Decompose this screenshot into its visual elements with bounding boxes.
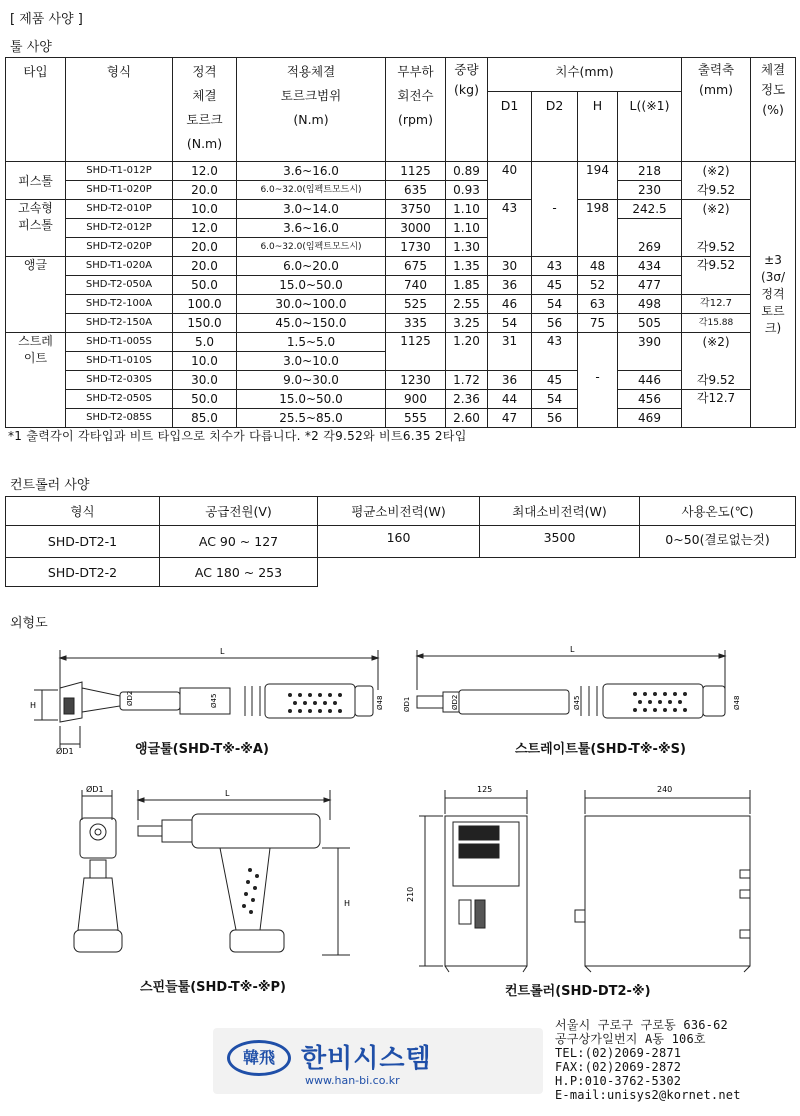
dim-45-label: Ø45 (210, 693, 218, 708)
cell-torque: 20.0 (173, 238, 237, 257)
table-row (6, 181, 796, 200)
cell-l: 505 (618, 314, 682, 333)
table-row (6, 409, 796, 428)
dim-l-label: L (220, 647, 225, 656)
cell-d2: 54 (532, 295, 578, 314)
cell-range: 30.0~100.0 (237, 295, 386, 314)
cell-torque: 150.0 (173, 314, 237, 333)
cell-kg: 1.30 (446, 238, 488, 257)
ctl-header-avg: 평균소비전력(W) (318, 497, 480, 526)
cell-model: SHD-T2-100A (66, 295, 173, 314)
cell-l: 477 (618, 276, 682, 295)
dim-l-label: L (225, 789, 230, 798)
type-pistol: 피스톨 (6, 162, 66, 200)
cell-shaft: 각15.88 (682, 314, 751, 333)
cell-d2: 56 (532, 409, 578, 428)
cell-shaft: (※2) (682, 333, 751, 352)
ctl-cell-power: AC 90 ~ 127 (160, 526, 318, 558)
header-rated-torque: 정격 체결 토르크 (N.m) (173, 58, 237, 162)
tel: TEL:(02)2069-2871 (555, 1046, 682, 1060)
cell-kg: 2.60 (446, 409, 488, 428)
cell-rpm: 335 (386, 314, 446, 333)
cell-h: 75 (578, 314, 618, 333)
table-row (6, 371, 796, 390)
cell-l (618, 352, 682, 371)
cell-model: SHD-T1-020A (66, 257, 173, 276)
cell-kg: 1.35 (446, 257, 488, 276)
cell-rpm: 1230 (386, 371, 446, 390)
cell-model: SHD-T1-020P (66, 181, 173, 200)
cell-l: 230 (618, 181, 682, 200)
cell-d2: 43 (532, 257, 578, 276)
cell-model: SHD-T1-012P (66, 162, 173, 181)
cell-h: 63 (578, 295, 618, 314)
cell-kg: 2.36 (446, 390, 488, 409)
ctl-cell-empty (640, 558, 796, 587)
cell-kg: 1.85 (446, 276, 488, 295)
company-banner (213, 1028, 543, 1094)
controller-spec-table (5, 496, 796, 587)
cell-d1: 36 (488, 371, 532, 390)
cell-rpm: 1125 (386, 162, 446, 181)
cell-torque: 100.0 (173, 295, 237, 314)
cell-kg: 2.55 (446, 295, 488, 314)
cell-torque: 12.0 (173, 219, 237, 238)
controller-drawing (395, 780, 780, 980)
angle-caption: 앵글툴(SHD-T※-※A) (135, 742, 269, 757)
cell-d1: 30 (488, 257, 532, 276)
outline-title: 외형도 (10, 616, 48, 631)
cell-model: SHD-T2-012P (66, 219, 173, 238)
cell-rpm: 3000 (386, 219, 446, 238)
ctl-header-temp: 사용온도(℃) (640, 497, 796, 526)
cell-d2: - (532, 162, 578, 257)
table-row (6, 276, 796, 295)
dim-h-label: H (344, 899, 351, 908)
address-line-1: 서울시 구로구 구로동 636-62 (555, 1018, 728, 1032)
cell-kg: 0.89 (446, 162, 488, 181)
cell-torque: 10.0 (173, 352, 237, 371)
cell-torque: 30.0 (173, 371, 237, 390)
header-accuracy: 체결 정도 (%) (751, 58, 796, 162)
header-output-shaft: 출력축 (mm) (682, 58, 751, 162)
cell-range: 45.0~150.0 (237, 314, 386, 333)
ctl-cell-max: 3500 (480, 526, 640, 558)
fax: FAX:(02)2069-2872 (555, 1060, 682, 1074)
type-high-speed-pistol: 고속형 피스톨 (6, 200, 66, 257)
cell-rpm: 740 (386, 276, 446, 295)
controller-section-title: 컨트롤러 사양 (10, 478, 90, 493)
cell-model: SHD-T1-005S (66, 333, 173, 352)
cell-l: 218 (618, 162, 682, 181)
ctl-cell-temp: 0~50(결로없는것) (640, 526, 796, 558)
tool-spec-table (5, 57, 796, 428)
cell-kg: 1.10 (446, 219, 488, 238)
address-line-2: 공구상가일번지 A동 106호 (555, 1032, 706, 1046)
cell-l: 456 (618, 390, 682, 409)
cell-shaft (682, 219, 751, 238)
email[interactable]: E-mail:unisys2@kornet.net (555, 1088, 741, 1102)
cell-model: SHD-T2-085S (66, 409, 173, 428)
header-type: 타입 (6, 58, 66, 162)
cell-torque: 50.0 (173, 276, 237, 295)
dim-48-label: Ø48 (376, 695, 384, 710)
cell-range: 1.5~5.0 (237, 333, 386, 352)
cell-range: 9.0~30.0 (237, 371, 386, 390)
table-row (6, 390, 796, 409)
table-row (6, 219, 796, 238)
table-row (6, 200, 796, 219)
cell-model: SHD-T2-020P (66, 238, 173, 257)
cell-kg: 1.72 (446, 371, 488, 390)
table-row (6, 295, 796, 314)
cell-h: 194 (578, 162, 618, 200)
cell-model: SHD-T2-050S (66, 390, 173, 409)
section-title: [ 제품 사양 ] (10, 12, 83, 27)
cell-range: 15.0~50.0 (237, 276, 386, 295)
cell-range: 6.0~32.0(임펙트모드시) (237, 238, 386, 257)
company-address-block (555, 1018, 741, 1102)
cell-range: 6.0~20.0 (237, 257, 386, 276)
cell-rpm: 525 (386, 295, 446, 314)
table-row (6, 558, 796, 587)
cell-d2: 54 (532, 390, 578, 409)
dim-210-label: 210 (406, 886, 415, 902)
header-h: H (578, 92, 618, 162)
tool-note: *1 출력각이 각타입과 비트 타입으로 치수가 다릅니다. *2 각9.52와 비트6.35 2타입 (8, 429, 467, 443)
header-model: 형식 (66, 58, 173, 162)
dim-d2-label: ØD2 (126, 690, 134, 706)
spindle-tool-drawing (60, 780, 380, 980)
company-url[interactable]: www.han-bi.co.kr (305, 1074, 400, 1087)
ctl-cell-empty (480, 558, 640, 587)
cell-h: 52 (578, 276, 618, 295)
cell-range: 15.0~50.0 (237, 390, 386, 409)
cell-shaft: 각9.52 (682, 238, 751, 257)
cell-model: SHD-T1-010S (66, 352, 173, 371)
cell-l: 434 (618, 257, 682, 276)
cell-kg: 1.10 (446, 200, 488, 219)
cell-torque: 20.0 (173, 181, 237, 200)
cell-torque: 12.0 (173, 162, 237, 181)
tool-section-title: 툴 사양 (10, 40, 52, 55)
header-dimensions: 치수(mm) (488, 58, 682, 92)
cell-d1: 54 (488, 314, 532, 333)
company-logo: 韓飛 (227, 1040, 291, 1076)
cell-rpm: 1125 (386, 333, 446, 371)
cell-l (618, 219, 682, 238)
table-row (6, 333, 796, 352)
ctl-cell-avg: 160 (318, 526, 480, 558)
cell-shaft: (※2) (682, 162, 751, 181)
header-weight: 중량 (kg) (446, 58, 488, 162)
cell-d1: 46 (488, 295, 532, 314)
cell-model: SHD-T2-030S (66, 371, 173, 390)
cell-d1: 47 (488, 409, 532, 428)
cell-model: SHD-T2-150A (66, 314, 173, 333)
cell-l: 269 (618, 238, 682, 257)
dim-d1-label: ØD1 (86, 785, 104, 794)
cell-torque: 50.0 (173, 390, 237, 409)
dim-45-label: Ø45 (573, 695, 581, 710)
spindle-caption: 스핀들툴(SHD-T※-※P) (140, 980, 286, 995)
cell-model: SHD-T2-050A (66, 276, 173, 295)
cell-rpm: 1730 (386, 238, 446, 257)
cell-range: 3.6~16.0 (237, 162, 386, 181)
controller-caption: 컨트롤러(SHD-DT2-※) (505, 984, 651, 999)
cell-h: - (578, 333, 618, 428)
ctl-header-model: 형식 (6, 497, 160, 526)
cell-d1: 40 (488, 162, 532, 200)
cell-model: SHD-T2-010P (66, 200, 173, 219)
header-no-load-speed: 무부하 회전수 (rpm) (386, 58, 446, 162)
dim-125-label: 125 (477, 785, 493, 794)
dim-d1-label: ØD1 (403, 696, 411, 712)
type-straight: 스트레 이트 (6, 333, 66, 428)
cell-shaft (682, 352, 751, 371)
table-row (6, 238, 796, 257)
cell-range: 3.6~16.0 (237, 219, 386, 238)
cell-rpm: 555 (386, 409, 446, 428)
cell-torque: 5.0 (173, 333, 237, 352)
dim-l-label: L (570, 645, 575, 654)
cell-shaft: 각9.52 (682, 371, 751, 390)
straight-tool-drawing (395, 640, 780, 740)
cell-d1: 43 (488, 200, 532, 257)
company-name: 한비시스템 (301, 1044, 432, 1074)
cell-d2: 45 (532, 371, 578, 390)
cell-range: 3.0~14.0 (237, 200, 386, 219)
cell-h: 198 (578, 200, 618, 257)
hp: H.P:010-3762-5302 (555, 1074, 682, 1088)
dim-d1-label: ØD1 (56, 747, 74, 756)
table-row (6, 526, 796, 558)
header-torque-range: 적용체결 토르크범위 (N.m) (237, 58, 386, 162)
cell-torque: 20.0 (173, 257, 237, 276)
cell-range: 25.5~85.0 (237, 409, 386, 428)
ctl-cell-model: SHD-DT2-1 (6, 526, 160, 558)
cell-l: 469 (618, 409, 682, 428)
dim-48-label: Ø48 (733, 695, 741, 710)
header-l: L((※1) (618, 92, 682, 162)
ctl-cell-model: SHD-DT2-2 (6, 558, 160, 587)
type-angle: 앵글 (6, 257, 66, 333)
cell-l: 498 (618, 295, 682, 314)
cell-rpm: 3750 (386, 200, 446, 219)
cell-d2: 56 (532, 314, 578, 333)
dim-h-label: H (30, 701, 37, 710)
cell-shaft: 각12.7 (682, 295, 751, 314)
cell-shaft: 각9.52 (682, 181, 751, 200)
cell-d1: 31 (488, 333, 532, 371)
cell-range: 6.0~32.0(임펙트모드시) (237, 181, 386, 200)
cell-kg: 1.20 (446, 333, 488, 371)
cell-d1: 36 (488, 276, 532, 295)
cell-l: 446 (618, 371, 682, 390)
cell-shaft: (※2) (682, 200, 751, 219)
cell-d2: 43 (532, 333, 578, 371)
header-d1: D1 (488, 92, 532, 162)
dim-240-label: 240 (657, 785, 673, 794)
ctl-header-max: 최대소비전력(W) (480, 497, 640, 526)
cell-d2: 45 (532, 276, 578, 295)
ctl-cell-power: AC 180 ~ 253 (160, 558, 318, 587)
cell-shaft: 각12.7 (682, 390, 751, 428)
cell-torque: 85.0 (173, 409, 237, 428)
ctl-header-power: 공급전원(V) (160, 497, 318, 526)
ctl-cell-empty (318, 558, 480, 587)
cell-torque: 10.0 (173, 200, 237, 219)
cell-range: 3.0~10.0 (237, 352, 386, 371)
cell-h: 48 (578, 257, 618, 276)
cell-rpm: 675 (386, 257, 446, 276)
cell-kg: 3.25 (446, 314, 488, 333)
cell-accuracy: ±3 (3σ/ 정격 토르 크) (751, 162, 796, 428)
table-row (6, 257, 796, 276)
cell-kg: 0.93 (446, 181, 488, 200)
cell-shaft: 각9.52 (682, 257, 751, 295)
dim-d2-label: ØD2 (451, 694, 459, 710)
cell-d1: 44 (488, 390, 532, 409)
table-row (6, 314, 796, 333)
cell-l: 242.5 (618, 200, 682, 219)
table-row (6, 162, 796, 181)
cell-rpm: 635 (386, 181, 446, 200)
cell-l: 390 (618, 333, 682, 352)
header-d2: D2 (532, 92, 578, 162)
cell-rpm: 900 (386, 390, 446, 409)
straight-caption: 스트레이트툴(SHD-T※-※S) (515, 742, 686, 757)
